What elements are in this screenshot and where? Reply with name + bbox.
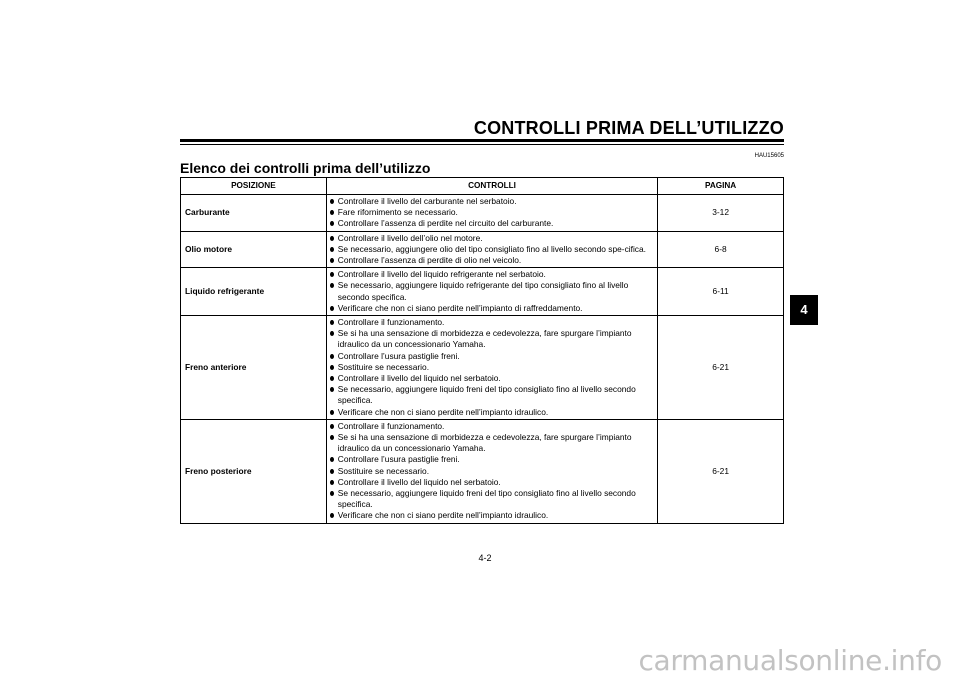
check-item: Controllare il livello dell’olio nel motore.: [327, 233, 653, 244]
row-page: 3-12: [658, 195, 784, 232]
column-header-checks: CONTROLLI: [326, 178, 657, 195]
chapter-tab: 4: [790, 295, 818, 325]
check-item: Se necessario, aggiungere liquido refrigerante del tipo consigliato fino al livello secondo specifica.: [327, 280, 653, 302]
row-page: 6-21: [658, 419, 784, 523]
check-item: Se necessario, aggiungere liquido freni del tipo consigliato fino al livello secondo specifica.: [327, 488, 653, 510]
header-rule-thick: [180, 139, 784, 142]
check-item: Se necessario, aggiungere liquido freni del tipo consigliato fino al livello secondo specifica.: [327, 384, 653, 406]
row-checks: [326, 231, 657, 268]
check-item: Controllare il livello del liquido nel serbatoio.: [327, 373, 653, 384]
check-item: Controllare l’assenza di perdite nel circuito del carburante.: [327, 218, 653, 229]
row-page: 6-21: [658, 316, 784, 420]
check-item: Controllare il livello del carburante nel serbatoio.: [327, 196, 653, 207]
check-item: Se si ha una sensazione di morbidezza e cedevolezza, fare spurgare l’impianto idraulico da un concessionario Yamaha.: [327, 432, 653, 454]
checks-list: [327, 269, 653, 314]
table-row: [181, 316, 784, 420]
column-header-page: PAGINA: [658, 178, 784, 195]
check-item: Se necessario, aggiungere olio del tipo consigliato fino al livello secondo spe-cifica.: [327, 244, 653, 255]
check-item: Verificare che non ci siano perdite nell’impianto idraulico.: [327, 407, 653, 418]
row-checks: [326, 316, 657, 420]
check-item: Verificare che non ci siano perdite nell’impianto di raffreddamento.: [327, 303, 653, 314]
row-checks: [326, 268, 657, 316]
check-item: Fare rifornimento se necessario.: [327, 207, 653, 218]
row-position: Liquido refrigerante: [181, 268, 327, 316]
check-item: Se si ha una sensazione di morbidezza e cedevolezza, fare spurgare l’impianto idraulico da un concessionario Yamaha.: [327, 328, 653, 350]
check-item: Controllare il funzionamento.: [327, 421, 653, 432]
page-header-title: CONTROLLI PRIMA DELL’UTILIZZO: [473, 118, 784, 138]
row-position: Freno posteriore: [181, 419, 327, 523]
check-item: Sostituire se necessario.: [327, 466, 653, 477]
check-item: Controllare l’usura pastiglie freni.: [327, 454, 653, 465]
column-header-position: POSIZIONE: [181, 178, 327, 195]
section-title: Elenco dei controlli prima dell’utilizzo: [180, 160, 431, 176]
document-code: HAU15605: [754, 153, 784, 159]
header-rule-thin: [180, 144, 784, 145]
table-header-row: [181, 178, 784, 195]
checklist-table: [180, 177, 784, 524]
table-row: [181, 231, 784, 268]
check-item: Controllare l’assenza di perdite di olio nel veicolo.: [327, 255, 653, 266]
check-item: Controllare il funzionamento.: [327, 317, 653, 328]
check-item: Controllare il livello del liquido nel serbatoio.: [327, 477, 653, 488]
checks-list: [327, 196, 653, 230]
table-row: [181, 419, 784, 523]
watermark: carmanualsonline.info: [638, 644, 942, 677]
check-item: Sostituire se necessario.: [327, 362, 653, 373]
page-number: 4-2: [478, 553, 492, 563]
check-item: Verificare che non ci siano perdite nell’impianto idraulico.: [327, 510, 653, 521]
checks-list: [327, 233, 653, 267]
row-checks: [326, 419, 657, 523]
row-position: Freno anteriore: [181, 316, 327, 420]
row-page: 6-11: [658, 268, 784, 316]
check-item: Controllare l’usura pastiglie freni.: [327, 351, 653, 362]
checks-list: [327, 317, 653, 418]
row-page: 6-8: [658, 231, 784, 268]
row-position: Carburante: [181, 195, 327, 232]
checks-list: [327, 421, 653, 522]
table-row: [181, 268, 784, 316]
table-row: [181, 195, 784, 232]
row-checks: [326, 195, 657, 232]
check-item: Controllare il livello del liquido refrigerante nel serbatoio.: [327, 269, 653, 280]
row-position: Olio motore: [181, 231, 327, 268]
